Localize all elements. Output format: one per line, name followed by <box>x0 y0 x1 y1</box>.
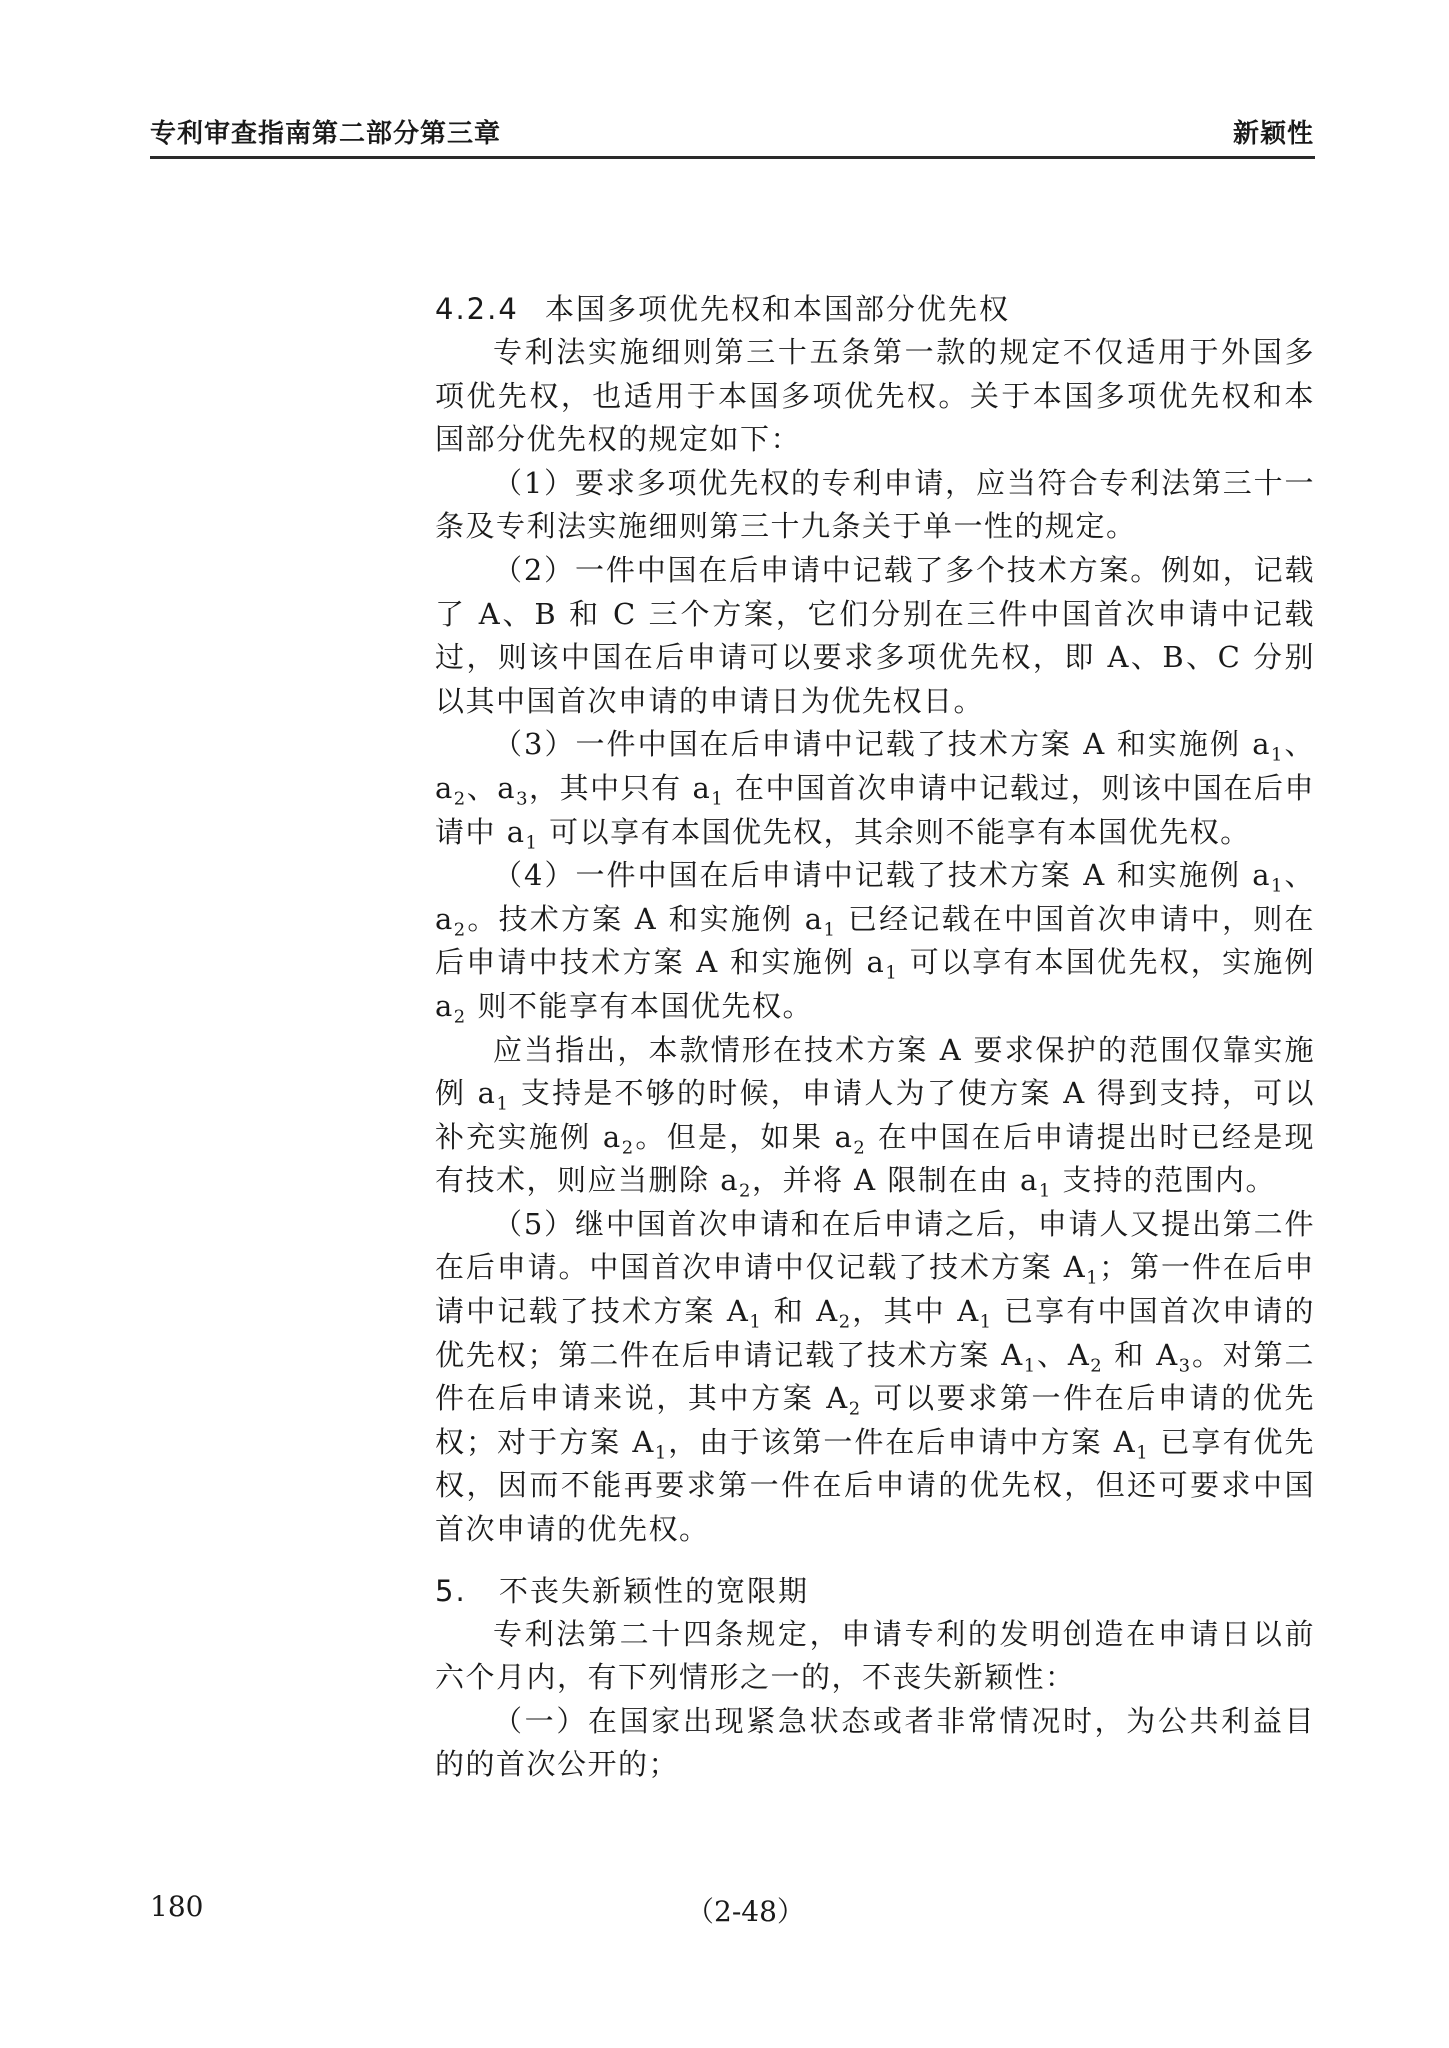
section-heading-4-2-4 <box>435 288 1315 331</box>
section-number: 5. <box>435 1573 467 1608</box>
paragraph: （1）要求多项优先权的专利申请，应当符合专利法第三十一条及专利法实施细则第三十九条关于单一性的规定。 <box>435 465 1315 544</box>
paragraph: 专利法实施细则第三十五条第一款的规定不仅适用于外国多项优先权，也适用于本国多项优先权。关于本国多项优先权和本国部分优先权的规定如下： <box>435 335 1315 457</box>
running-header-topic: 新颖性 <box>1232 119 1314 149</box>
running-header-chapter: 专利审查指南第二部分第三章 <box>150 119 502 149</box>
paragraph: 应当指出，本款情形在技术方案 A 要求保护的范围仅靠实施例 $a_1$ 支持是不够的时候，申请人为了使方案 A 得到支持，可以补充实施例 $a_2$。但是，如果 $a_2$ 在中国在后申请提出时已经是现有技术，则应当删除 $a_2$，并将 A 限制在由 $a_1$ 支持的范围内。 <box>435 1032 1315 1202</box>
paragraph: （5）继中国首次申请和在后申请之后，申请人又提出第二件在后申请。中国首次申请中仅记载了技术方案 $A_1$；第一件在后申请中记载了技术方案 $A_1$ 和 $A_2$，其中 $A_1$ 已享有中国首次申请的优先权；第二件在后申请记载了技术方案 $A_1$、$A_2$ 和 $A_3$。对第二件在后申请来说，其中方案 $A_2$ 可以要求第一件在后申请的优先权；对于方案 $A_1$，由于该第一件在后申请中方案 $A_1$ 已享有优先权，因而不能再要求第一件在后申请的优先权，但还可要求中国首次申请的优先权。 <box>435 1206 1315 1547</box>
section-title: 不丧失新颖性的宽限期 <box>499 1573 810 1608</box>
paragraph: 专利法第二十四条规定，申请专利的发明创造在申请日以前六个月内，有下列情形之一的，不丧失新颖性： <box>435 1616 1315 1695</box>
paragraph: （3）一件中国在后申请中记载了技术方案 A 和实施例 $a_1$、$a_2$、$a_3$，其中只有 $a_1$ 在中国首次申请中记载过，则该中国在后申请中 $a_1$ 可以享有本国优先权，其余则不能享有本国优先权。 <box>435 727 1315 853</box>
section-title: 本国多项优先权和本国部分优先权 <box>545 292 1011 326</box>
paragraph: （一）在国家出现紧急状态或者非常情况时，为公共利益目的的首次公开的； <box>435 1703 1315 1782</box>
paragraph: （4）一件中国在后申请中记载了技术方案 A 和实施例 $a_1$、$a_2$。技术方案 A 和实施例 $a_1$ 已经记载在中国首次申请中，则在后申请中技术方案 A 和实施例 $a_1$ 可以享有本国优先权，实施例 $a_2$ 则不能享有本国优先权。 <box>435 858 1315 1028</box>
page-code: （2-48） <box>686 1895 805 1928</box>
header-divider <box>150 156 1315 159</box>
section-number: 4.2.4 <box>435 292 519 326</box>
section-heading-5 <box>435 1570 1315 1613</box>
page-body <box>435 288 1315 1787</box>
paragraph: （2）一件中国在后申请中记载了多个技术方案。例如，记载了 A、B 和 C 三个方案，它们分别在三件中国首次申请中记载过，则该中国在后申请可以要求多项优先权，即 A、B、C 分别以其中国首次申请的申请日为优先权日。 <box>435 552 1315 718</box>
page-number: 180 <box>150 1890 204 1923</box>
